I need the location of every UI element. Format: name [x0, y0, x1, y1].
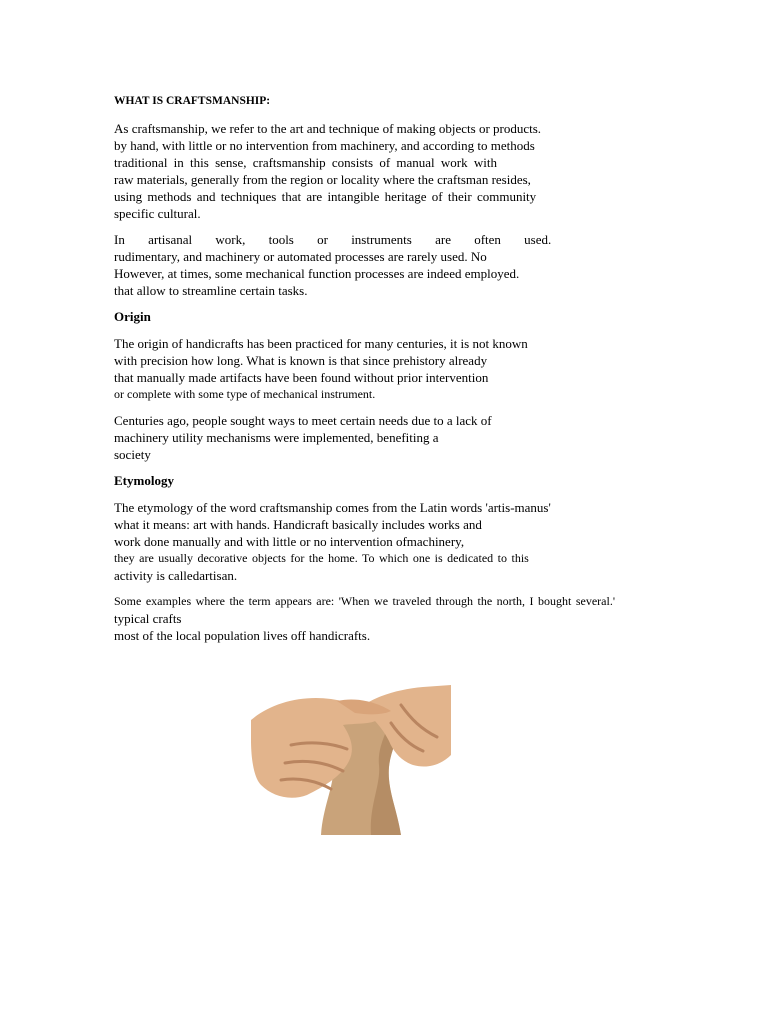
text-line: what it means: art with hands. Handicraft basically includes works and — [114, 517, 482, 532]
text-line: most of the local population lives off handicrafts. — [114, 628, 371, 643]
text-line: society — [114, 447, 151, 462]
text-line: or complete with some type of mechanical instrument. — [114, 387, 376, 401]
origin-paragraph-2 — [114, 412, 674, 463]
text-line: The etymology of the word craftsmanship comes from the Latin words 'artis-manus' — [114, 500, 551, 515]
text-line: that manually made artifacts have been found without prior intervention — [114, 370, 489, 385]
origin-paragraph-1 — [114, 335, 674, 403]
text-line: using methods and techniques that are intangible heritage of their community — [114, 189, 537, 204]
etymology-paragraph-1 — [114, 499, 674, 584]
text-line: by hand, with little or no intervention from machinery, and according to methods — [114, 138, 535, 153]
text-line: they are usually decorative objects for the home. To which one is dedicated to this — [114, 551, 529, 565]
text-line: In artisanal work, tools or instruments are often used. — [114, 232, 552, 247]
text-line: rudimentary, and machinery or automated processes are rarely used. No — [114, 249, 487, 264]
text-line: traditional in this sense, craftsmanship consists of manual work with — [114, 155, 497, 170]
text-line: Some examples where the term appears are: 'When we traveled through the north, I bought several.' — [114, 594, 615, 608]
section-heading-etymology: Etymology — [114, 473, 174, 488]
intro-paragraph-2 — [114, 231, 674, 299]
text-line: specific cultural. — [114, 206, 201, 221]
text-line: Centuries ago, people sought ways to meet certain needs due to a lack of — [114, 413, 492, 428]
page-title: WHAT IS CRAFTSMANSHIP: — [114, 95, 271, 107]
text-line: However, at times, some mechanical function processes are indeed employed. — [114, 266, 520, 281]
etymology-paragraph-2 — [114, 593, 674, 644]
text-line: The origin of handicrafts has been practiced for many centuries, it is not known — [114, 336, 528, 351]
pottery-hands-icon — [251, 685, 451, 835]
document-body — [114, 92, 674, 653]
pottery-hands-image — [251, 685, 451, 835]
text-line: typical crafts — [114, 611, 182, 626]
section-heading-origin: Origin — [114, 309, 151, 324]
text-line: with precision how long. What is known is that since prehistory already — [114, 353, 488, 368]
text-line: activity is calledartisan. — [114, 568, 238, 583]
text-line: As craftsmanship, we refer to the art and technique of making objects or products. — [114, 121, 542, 136]
intro-paragraph-1 — [114, 120, 674, 222]
text-line: work done manually and with little or no intervention ofmachinery, — [114, 534, 465, 549]
text-line: machinery utility mechanisms were implemented, benefiting a — [114, 430, 439, 445]
text-line: that allow to streamline certain tasks. — [114, 283, 308, 298]
text-line: raw materials, generally from the region or locality where the craftsman resides, — [114, 172, 531, 187]
